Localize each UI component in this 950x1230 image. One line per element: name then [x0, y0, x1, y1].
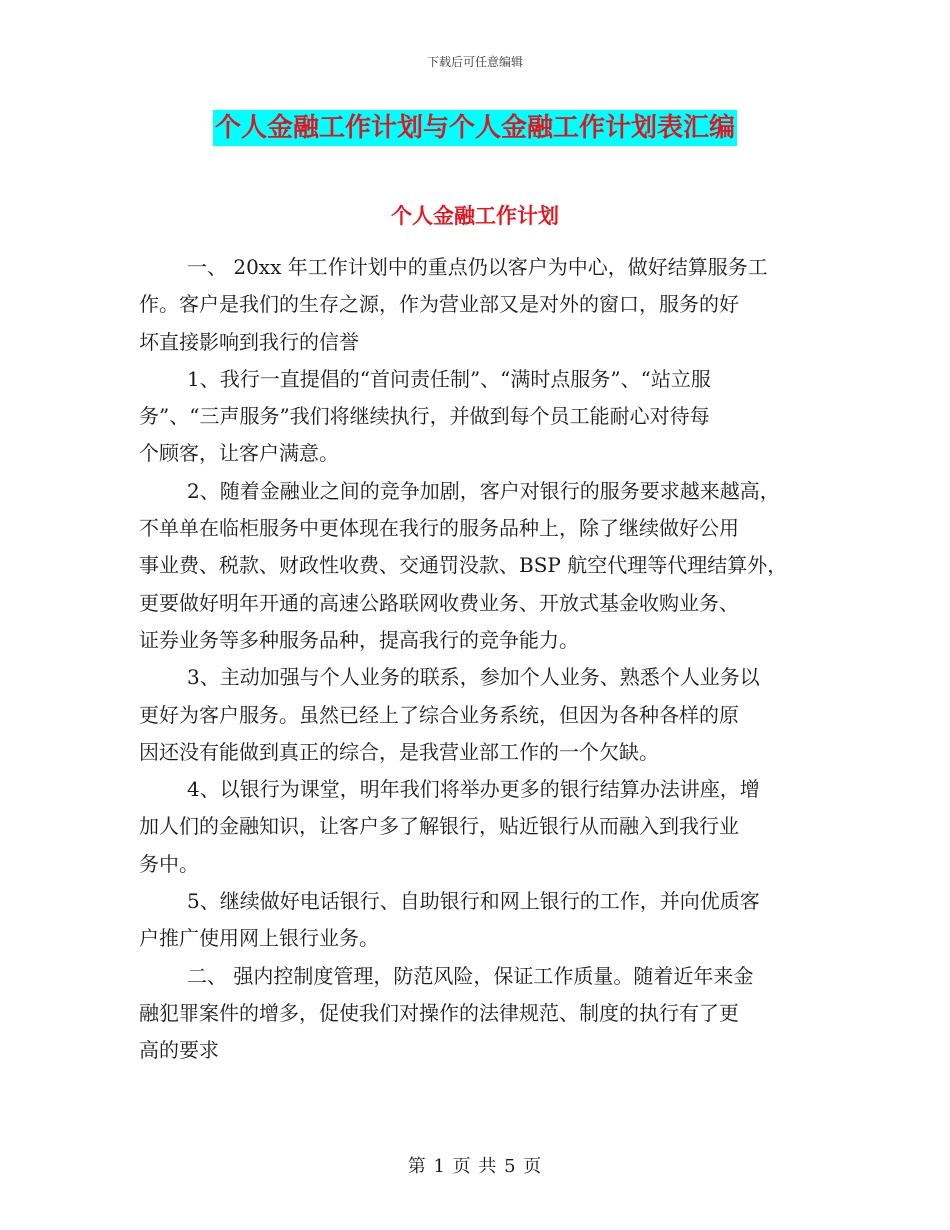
paragraph-line: 因还没有能做到真正的综合，是我营业部工作的一个欠缺。: [139, 739, 659, 764]
document-title-container: [0, 110, 950, 146]
paragraph-line: 个顾客，让客户满意。: [139, 441, 339, 466]
document-title: 个人金融工作计划与个人金融工作计划表汇编: [213, 110, 737, 146]
paragraph-line: 更要做好明年开通的高速公路联网收费业务、开放式基金收购业务、: [139, 590, 739, 615]
paragraph-line: 不单单在临柜服务中更体现在我行的服务品种上，除了继续做好公用: [139, 516, 739, 541]
paragraph-line: 高的要求: [139, 1038, 219, 1063]
paragraph-line: 3、主动加强与个人业务的联系，参加个人业务、熟悉个人业务以: [187, 665, 760, 690]
paragraph-line: 4、以银行为课堂，明年我们将举办更多的银行结算办法讲座，增: [187, 777, 760, 802]
body-text: [139, 249, 829, 1070]
paragraph-line: 二、 强内控制度管理，防范风险，保证工作质量。随着近年来金: [187, 963, 754, 988]
paragraph-line: 务中。: [139, 851, 199, 876]
paragraph-line: 更好为客户服务。虽然已经上了综合业务系统，但因为各种各样的原: [139, 702, 739, 727]
paragraph-line: 户推广使用网上银行业务。: [139, 926, 379, 951]
paragraph-line: 证券业务等多种服务品种，提高我行的竞争能力。: [139, 627, 579, 652]
paragraph-line: 5、继续做好电话银行、自助银行和网上银行的工作，并向优质客: [187, 889, 760, 914]
paragraph-line: 融犯罪案件的增多，促使我们对操作的法律规范、制度的执行有了更: [139, 1000, 739, 1025]
paragraph-line: 1、我行一直提倡的“首问责任制”、“满时点服务”、“站立服: [187, 366, 711, 391]
paragraph-line: 坏直接影响到我行的信誉: [139, 329, 359, 354]
page-footer: 第 1 页 共 5 页: [407, 1156, 543, 1177]
paragraph-line: 事业费、税款、财政性收费、交通罚没款、BSP 航空代理等代理结算外，: [139, 553, 788, 578]
section-title: 个人金融工作计划: [391, 204, 559, 228]
paragraph-line: 一、 20xx 年工作计划中的重点仍以客户为中心，做好结算服务工: [187, 255, 768, 279]
paragraph-line: 加人们的金融知识，让客户多了解银行，贴近银行从而融入到我行业: [139, 814, 739, 839]
header-note: 下载后可任意编辑: [426, 55, 523, 69]
paragraph-line: 2、随着金融业之间的竞争加剧，客户对银行的服务要求越来越高，: [187, 478, 780, 503]
paragraph-line: 作。客户是我们的生存之源，作为营业部又是对外的窗口，服务的好: [139, 292, 739, 317]
paragraph-line: 务”、“三声服务”我们将继续执行，并做到每个员工能耐心对待每: [139, 404, 710, 429]
